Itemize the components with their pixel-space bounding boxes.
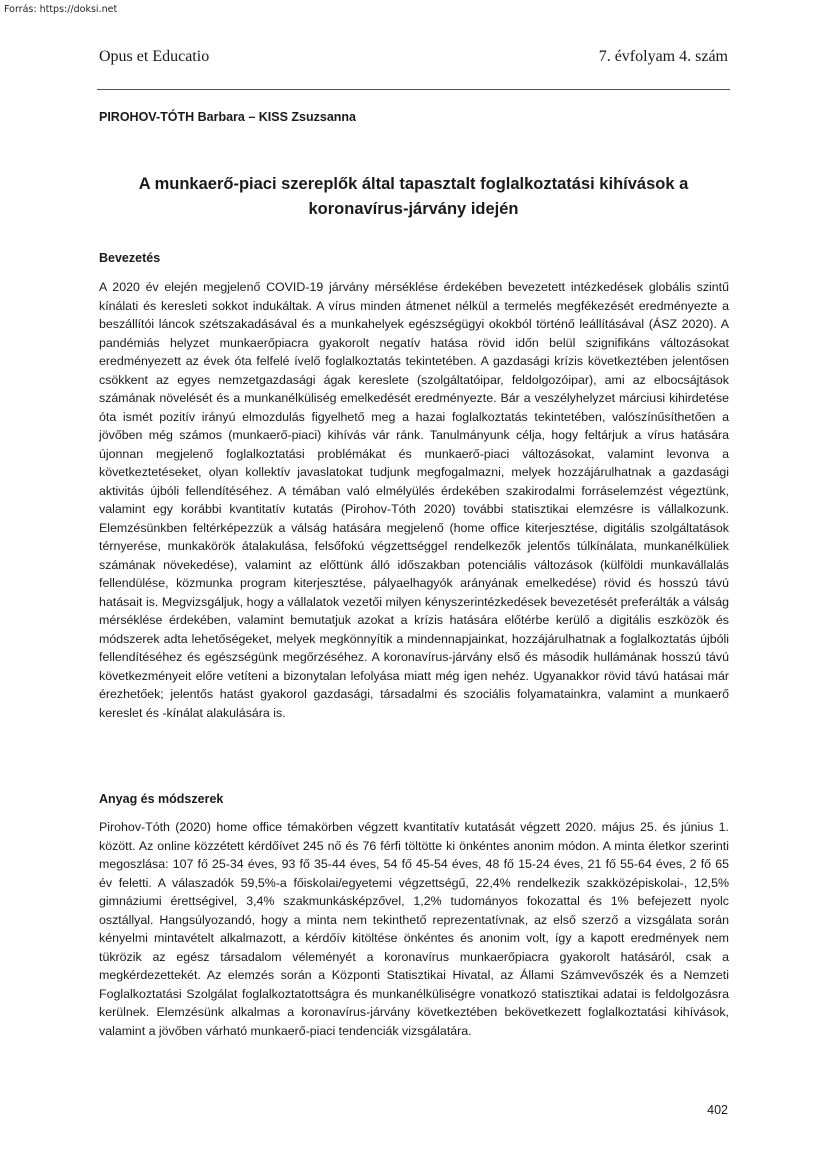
section-heading-methods: Anyag és módszerek (99, 792, 224, 806)
authors: PIROHOV-TÓTH Barbara – KISS Zsuzsanna (99, 110, 357, 124)
page-number: 402 (707, 1103, 728, 1117)
header-divider (97, 89, 730, 90)
section-heading-introduction: Bevezetés (99, 251, 161, 265)
journal-name: Opus et Educatio (99, 48, 210, 65)
issue-info: 7. évfolyam 4. szám (598, 48, 728, 65)
running-header (99, 48, 728, 70)
article-title: A munkaerő-piaci szereplők által tapasztalt foglalkoztatási kihívások a koronavírus-járvány idején (138, 175, 689, 218)
source-link[interactable]: Forrás: https://doksi.net (4, 4, 118, 15)
section-body-introduction: A 2020 év elején megjelenő COVID-19 járvány mérséklése érdekében bevezetett intézkedések globális szintű kínálati és keresleti sokkot indukáltak. A vírus minden átmenet nélkül a termelés megfékezését eredményezte a beszállítói láncok szétszakadásával és a munkahelyek egészségügyi okokból történő leállításával (ÁSZ 2020). A pandémiás helyzet munkaerőpiacra gyakorolt negatív hatása rövid időn belül szignifikáns változásokat eredményezett az évek óta felfelé ívelő foglalkoztatás tekintetében. A gazdasági krízis következtében jelentősen csökkent az egyes nemzetgazdasági ágak kereslete (szolgáltatóipar, feldolgozóipar), ami az elbocsájtások számának növelését és a munkanélküliség emelkedését eredményezte. Bár a veszélyhelyzet márciusi kihirdetése óta ismét pozitív irányú elmozdulás figyelhető meg a hazai foglalkoztatás tekintetében, valószínűsíthetően a jövőben még számos (munkaerő-piaci) kihívás vár ránk. Tanulmányunk célja, hogy feltárjuk a vírus hatására újonnan megjelenő foglalkoztatási problémákat és munkaerő-piaci változásokat, valamint levonva a következtetéseket, olyan kollektív javaslatokat tudjunk megfogalmazni, melyek hozzájárulhatnak a gazdasági aktivitás újbóli fellendítéséhez. A témában való elmélyülés érdekében szakirodalmi forráselemzést végeztünk, valamint egy korábbi kvantitatív kutatás (Pirohov-Tóth 2020) további statisztikai elemzésre is vállalkozunk. Elemzésünkben feltérképezzük a válság hatására megjelenő (home office kiterjesztése, digitális szolgáltatások térnyerése, munkakörök átalakulása, felsőfokú végzettséggel rendelkezők jelentős túlkínálata, munkanélküliek számának növekedése), valamint az előttünk álló időszakban potenciális változások (külföldi munkavállalás fellendülése, közmunka program kiterjesztése, pályaelhagyók arányának emelkedése) rövid és hosszú távú hatásait is. Megvizsgáljuk, hogy a vállalatok vezetői milyen kényszerintézkedések bevezetését preferálták a válság mérséklése érdekében, valamint bemutatjuk azokat a krízis hatására előtérbe kerülő a digitális eszközök és módszerek adta lehetőségeket, melyek megkönnyítik a mindennapjainkat, hozzájárulhatnak a foglalkoztatás újbóli fellendítéséhez és egészségünk megőrzéséhez. A koronavírus-járvány első és második hullámának hosszú távú következményeit előre vetíteni a bizonytalan lefolyása miatt még igen nehéz. Ugyanakkor rövid távú hatásai már érezhetőek; jelentős hatást gyakorol gazdasági, társadalmi és szociális folyamatainkra, valamint a munkaerő kereslet és -kínálat alakulására is. (99, 280, 729, 720)
section-body-methods: Pirohov-Tóth (2020) home office témakörben végzett kvantitatív kutatását végzett 2020. május 25. és június 1. között. Az online közzétett kérdőívet 245 nő és 76 férfi töltötte ki önkéntes anonim módon. A minta életkor szerinti megoszlása: 107 fő 25-34 éves, 93 fő 35-44 éves, 54 fő 45-54 éves, 48 fő 15-24 éves, 21 fő 55-64 éves, 2 fő 65 év feletti. A válaszadók 59,5%-a főiskolai/egyetemi végzettségű, 22,4% rendelkezik szakközépiskolai-, 12,5% gimnáziumi érettségivel, 3,4% szakmunkásképzővel, 1,2% tudományos fokozattal és 1% befejezett nyolc osztállyal. Hangsúlyozandó, hogy a minta nem tekinthető reprezentatívnak, az első szerző a vizsgálata során kényelmi mintavételt alkalmazott, a kérdőív kitöltése önkéntes és anonim volt, így a kapott eredmények nem tükrözik az egész társadalom véleményét a koronavírus munkaerőpiacra gyakorolt hatásáról, csak a megkérdezettekét. Az elemzés során a Központi Statisztikai Hivatal, az Állami Számvevőszék és a Nemzeti Foglalkoztatási Szolgálat foglalkoztatottságra és munkanélküliségre vonatkozó statisztikai adatai is feldolgozásra kerülnek. Elemzésünk alkalmas a koronavírus-járvány következtében bekövetkezett foglalkoztatási kihívások, valamint a jövőben várható munkaerő-piaci tendenciák vizsgálatára. (99, 820, 729, 1038)
